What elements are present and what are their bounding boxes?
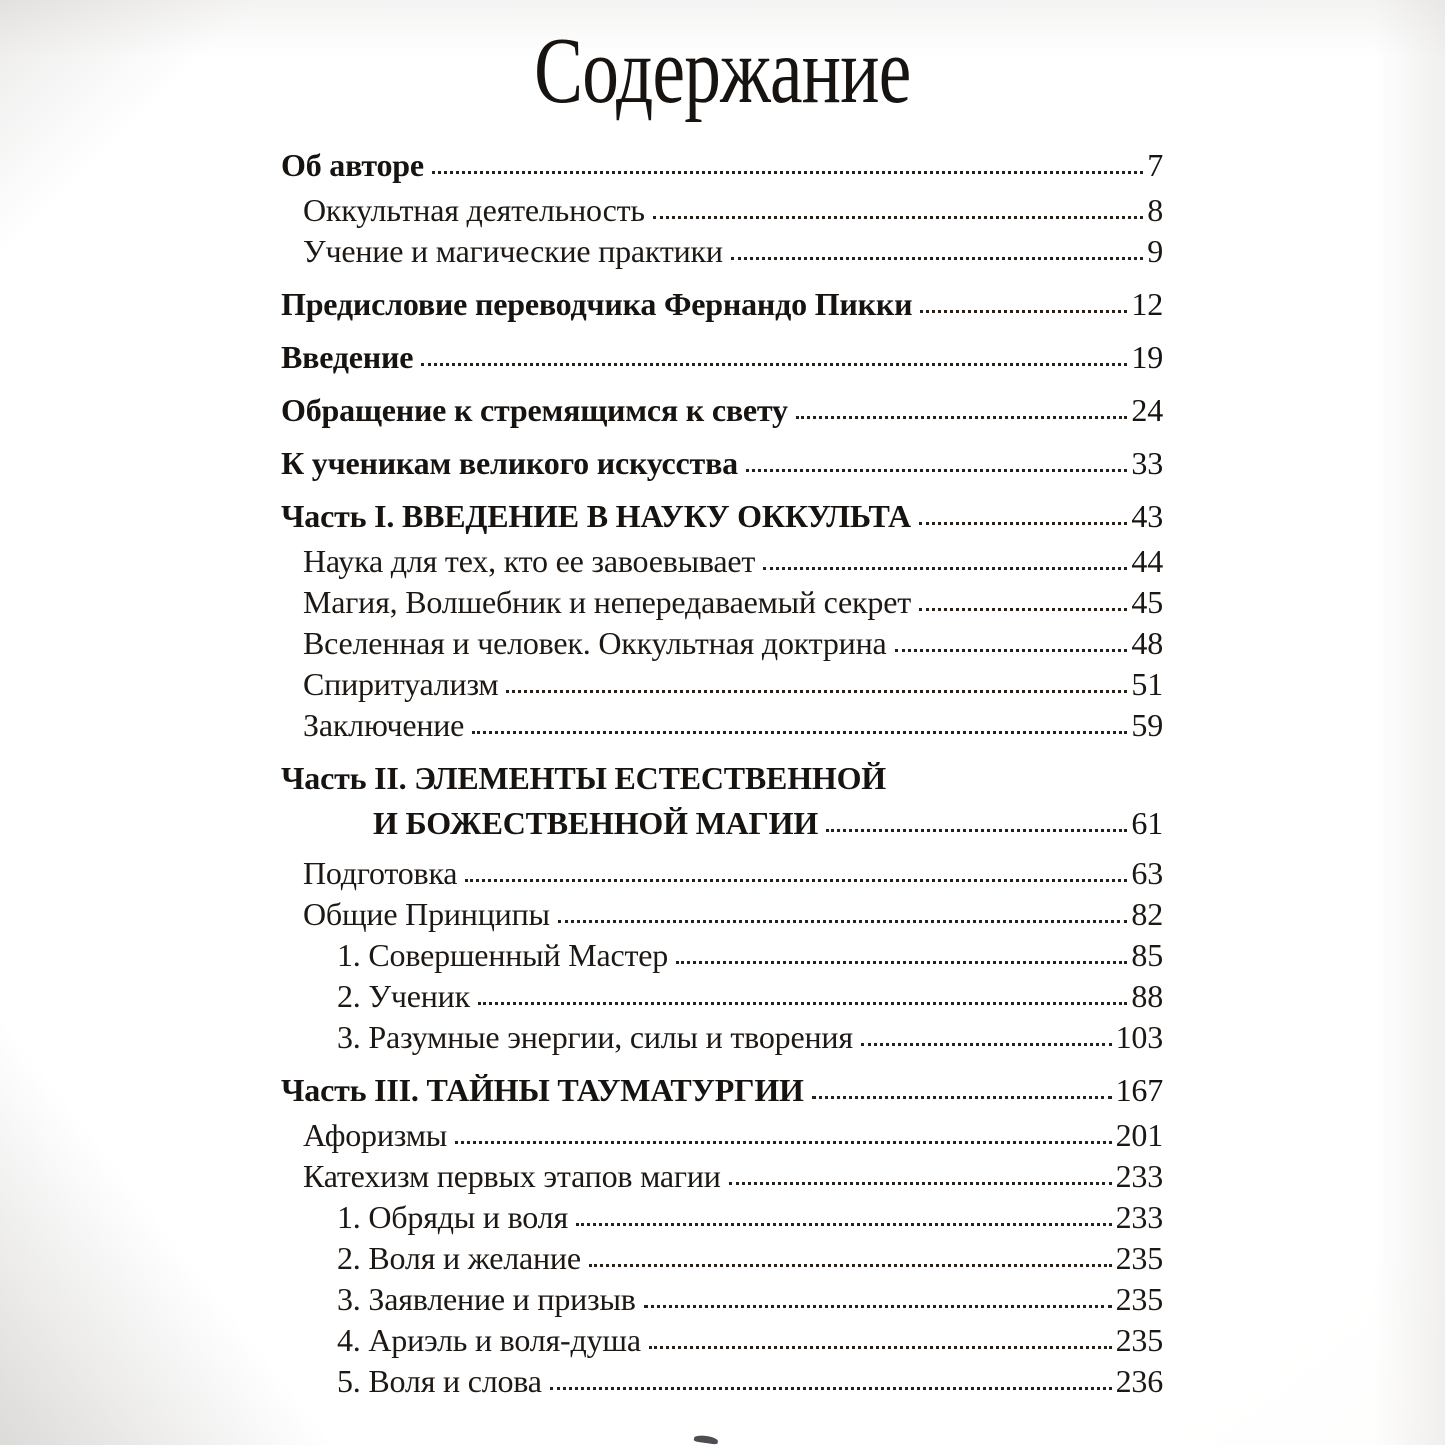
toc-row xyxy=(281,1070,1163,1110)
dot-leader xyxy=(919,522,1127,525)
dot-leader xyxy=(826,829,1127,832)
dot-leader xyxy=(861,1043,1112,1046)
toc-entry-label: К ученикам великого искусства xyxy=(281,445,738,481)
toc-page-number: 167 xyxy=(1115,1072,1163,1108)
toc-entry-label: 3. Разумные энергии, силы и творения xyxy=(337,1019,853,1055)
dot-leader xyxy=(478,1002,1127,1005)
toc-page-number: 88 xyxy=(1131,978,1163,1014)
dot-leader xyxy=(653,216,1143,219)
toc-row xyxy=(281,582,1163,622)
toc-row xyxy=(281,1156,1163,1196)
toc-entry-label: Часть I. ВВЕДЕНИЕ В НАУКУ ОККУЛЬТА xyxy=(281,498,911,534)
dot-leader xyxy=(763,567,1127,570)
toc-page-number: 201 xyxy=(1115,1117,1163,1153)
toc-row xyxy=(281,976,1163,1016)
toc-entry-label: Общие Принципы xyxy=(303,896,550,932)
dot-leader xyxy=(796,416,1128,419)
toc-entry-label: Обращение к стремящимся к свету xyxy=(281,392,788,428)
toc-page-number: 235 xyxy=(1115,1281,1163,1317)
toc-row xyxy=(281,145,1163,185)
toc-entry-label: 1. Обряды и воля xyxy=(337,1199,568,1235)
toc-entry-label: 3. Заявление и призыв xyxy=(337,1281,636,1317)
toc-entry-label: Магия, Волшебник и непередаваемый секрет xyxy=(303,584,911,620)
toc-page-number: 63 xyxy=(1131,855,1163,891)
toc-row xyxy=(281,894,1163,934)
toc-row xyxy=(281,1017,1163,1057)
toc-row xyxy=(281,337,1163,377)
toc-row xyxy=(281,935,1163,975)
toc-row xyxy=(281,443,1163,483)
dot-leader xyxy=(506,690,1127,693)
toc-row xyxy=(281,758,1163,798)
dot-leader xyxy=(421,363,1127,366)
toc-row xyxy=(281,853,1163,893)
toc-entry-label: 1. Совершенный Мастер xyxy=(337,937,669,973)
toc-page-number: 235 xyxy=(1115,1240,1163,1276)
dot-leader xyxy=(644,1305,1112,1308)
toc-entry-label: 2. Воля и желание xyxy=(337,1240,581,1276)
toc-entry-label: 2. Ученик xyxy=(337,978,470,1014)
toc-row xyxy=(281,231,1163,271)
dot-leader xyxy=(920,310,1127,313)
toc-entry-label: Учение и магические практики xyxy=(303,233,723,269)
toc-page-number: 61 xyxy=(1131,805,1163,841)
toc-row xyxy=(281,284,1163,324)
dot-leader xyxy=(465,879,1127,882)
toc-row xyxy=(281,1279,1163,1319)
toc-list xyxy=(281,145,1163,1401)
toc-page-number: 235 xyxy=(1115,1322,1163,1358)
toc-page-number: 82 xyxy=(1131,896,1163,932)
toc-entry-label: 4. Ариэль и воля-душа xyxy=(337,1322,641,1358)
dot-leader xyxy=(731,257,1143,260)
page-title-wrap xyxy=(281,14,1163,132)
toc-page-number: 33 xyxy=(1131,445,1163,481)
toc-page-number: 236 xyxy=(1115,1363,1163,1399)
toc-page-number: 9 xyxy=(1147,233,1163,269)
cutoff-folio-mark xyxy=(694,1434,719,1444)
dot-leader xyxy=(472,731,1127,734)
toc-page-number: 12 xyxy=(1131,286,1163,322)
book-page xyxy=(281,0,1163,1401)
toc-entry-label: Подготовка xyxy=(303,855,458,891)
toc-entry-label: Катехизм первых этапов магии xyxy=(303,1158,721,1194)
dot-leader xyxy=(649,1346,1112,1349)
toc-entry-label: Часть III. ТАЙНЫ ТАУМАТУРГИИ xyxy=(281,1072,804,1108)
toc-page-number: 7 xyxy=(1147,147,1163,183)
toc-row xyxy=(281,390,1163,430)
dot-leader xyxy=(919,608,1127,611)
toc-entry-label: Афоризмы xyxy=(303,1117,448,1153)
toc-page-number: 85 xyxy=(1131,937,1163,973)
toc-page-number: 51 xyxy=(1131,666,1163,702)
toc-page-number: 103 xyxy=(1115,1019,1163,1055)
toc-entry-label: 5. Воля и слова xyxy=(337,1363,542,1399)
toc-row xyxy=(281,705,1163,745)
toc-page-number: 44 xyxy=(1131,543,1163,579)
dot-leader xyxy=(576,1223,1112,1226)
dot-leader xyxy=(455,1141,1112,1144)
toc-row xyxy=(281,190,1163,230)
dot-leader xyxy=(895,649,1128,652)
toc-page-number: 24 xyxy=(1131,392,1163,428)
toc-page-number: 48 xyxy=(1131,625,1163,661)
toc-page-number: 43 xyxy=(1131,498,1163,534)
toc-page-number: 45 xyxy=(1131,584,1163,620)
toc-page-number: 19 xyxy=(1131,339,1163,375)
toc-entry-label: Введение xyxy=(281,339,414,375)
toc-entry-label: Об авторе xyxy=(281,147,424,183)
toc-row xyxy=(281,623,1163,663)
toc-row xyxy=(281,1238,1163,1278)
dot-leader xyxy=(432,171,1143,174)
toc-entry-label: И БОЖЕСТВЕННОЙ МАГИИ xyxy=(373,805,819,841)
dot-leader xyxy=(812,1096,1112,1099)
dot-leader xyxy=(746,469,1127,472)
toc-row xyxy=(281,541,1163,581)
dot-leader xyxy=(550,1387,1112,1390)
dot-leader xyxy=(676,961,1127,964)
toc-entry-label: Наука для тех, кто ее завоевывает xyxy=(303,543,756,579)
toc-entry-label: Оккультная деятельность xyxy=(303,192,645,228)
toc-page-number: 59 xyxy=(1131,707,1163,743)
toc-page-number: 8 xyxy=(1147,192,1163,228)
dot-leader xyxy=(589,1264,1112,1267)
toc-page-number: 233 xyxy=(1115,1158,1163,1194)
toc-row xyxy=(281,664,1163,704)
toc-entry-label: Спиритуализм xyxy=(303,666,499,702)
toc-entry-label: Вселенная и человек. Оккультная доктрина xyxy=(303,625,887,661)
toc-row xyxy=(281,1320,1163,1360)
toc-page-number: 233 xyxy=(1115,1199,1163,1235)
toc-row xyxy=(281,1361,1163,1401)
toc-row xyxy=(281,1115,1163,1155)
toc-entry-label: Часть II. ЭЛЕМЕНТЫ ЕСТЕСТВЕННОЙ xyxy=(281,760,886,796)
dot-leader xyxy=(729,1182,1112,1185)
toc-entry-label: Предисловие переводчика Фернандо Пикки xyxy=(281,286,913,322)
dot-leader xyxy=(558,920,1128,923)
page-title: Содержание xyxy=(533,19,911,123)
toc-row xyxy=(281,1197,1163,1237)
toc-row xyxy=(281,496,1163,536)
toc-row xyxy=(281,803,1163,843)
toc-entry-label: Заключение xyxy=(303,707,465,743)
